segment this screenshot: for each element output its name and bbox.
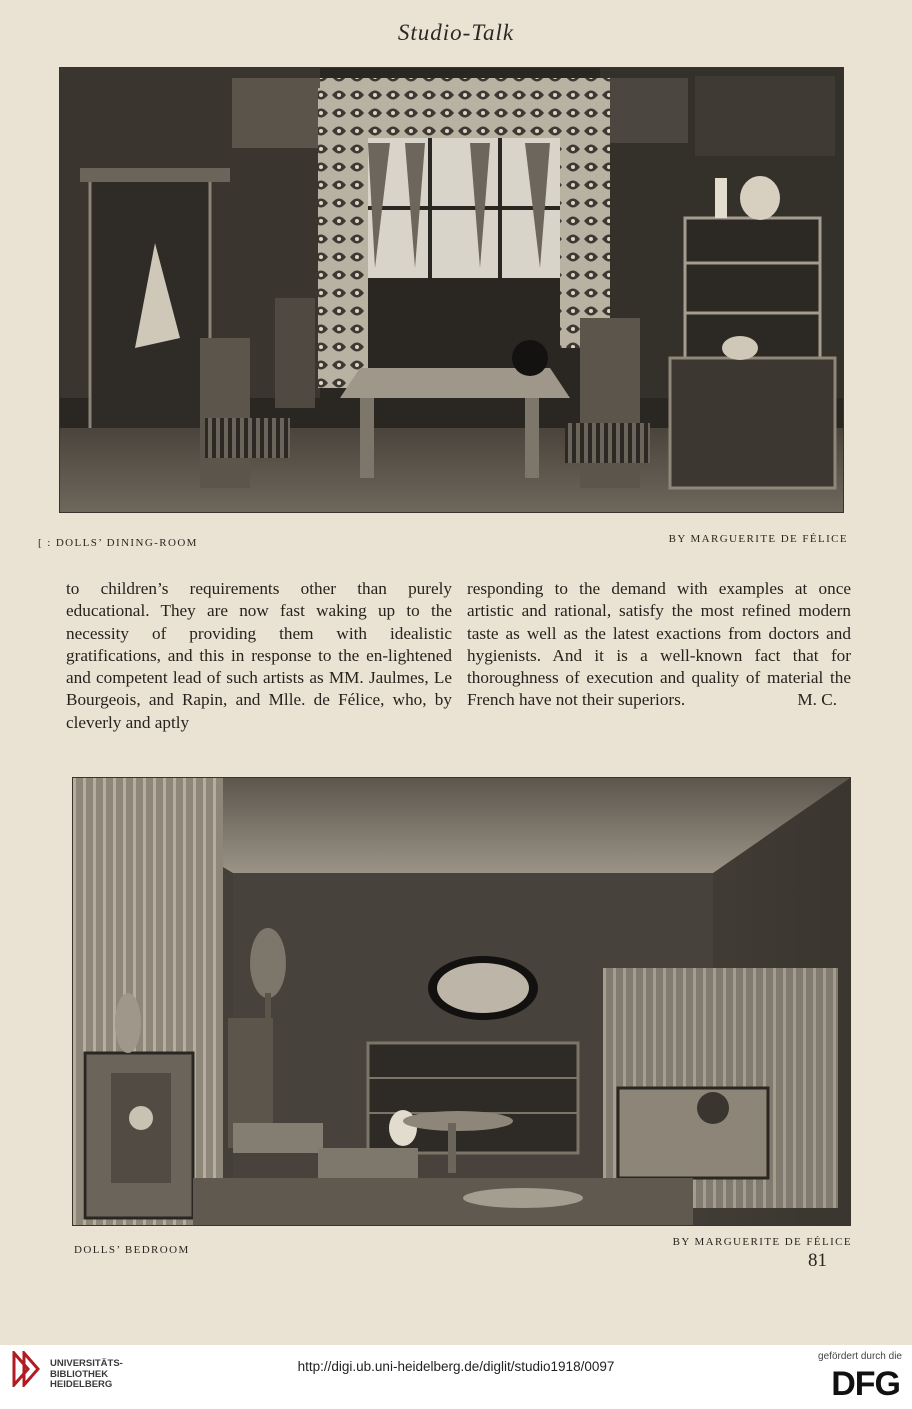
library-line: UNIVERSITÄTS-: [50, 1358, 123, 1369]
dfg-logo: DFG: [831, 1365, 900, 1403]
permalink[interactable]: http://digi.ub.uni-heidelberg.de/diglit/studio1918/0097: [297, 1359, 615, 1374]
caption-title: DOLLS’ BEDROOM: [74, 1244, 190, 1256]
paragraph: to children’s requirements other than purely educational. They are now fast waking up to the necessity of providing them with idealistic gratifications, and this in response to the en-lightened and competent lead of such artists as MM. Jaulmes, Le Bourgeois, and Rapin, and Mlle. de Félice, who, by cleverly and aptly: [66, 579, 452, 732]
digitization-footer: [0, 1345, 912, 1409]
dining-room-photograph: [60, 68, 843, 512]
library-line: BIBLIOTHEK: [50, 1368, 109, 1380]
signature: M. C.: [797, 690, 837, 710]
funding-note: gefördert durch die: [818, 1351, 902, 1362]
text-column-left: [66, 578, 452, 734]
paragraph: [467, 578, 851, 712]
running-title: Studio-Talk: [397, 20, 515, 45]
bottom-photo-credit: BY MARGUERITE DE FÉLICE: [672, 1236, 852, 1248]
page-number: 81: [808, 1250, 827, 1271]
top-photo-caption: [38, 537, 198, 549]
caption-title: DOLLS’ DINING-ROOM: [55, 537, 198, 549]
paragraph-text: responding to the demand with examples at once artistic and rational, satisfy the most refined modern taste as well as the latest exactions from doctors and hygienists. And it is a well-known fact that for thoroughness of execution and quality of material the French have not their superiors.: [467, 579, 851, 710]
bottom-photo-caption: [74, 1244, 190, 1256]
library-line: HEIDELBERG: [50, 1379, 113, 1390]
top-photo-credit: BY MARGUERITE DE FÉLICE: [668, 533, 848, 545]
text-column-right: [467, 578, 851, 712]
caption-bracket: [ :: [38, 537, 52, 549]
bedroom-photograph: [73, 778, 850, 1225]
